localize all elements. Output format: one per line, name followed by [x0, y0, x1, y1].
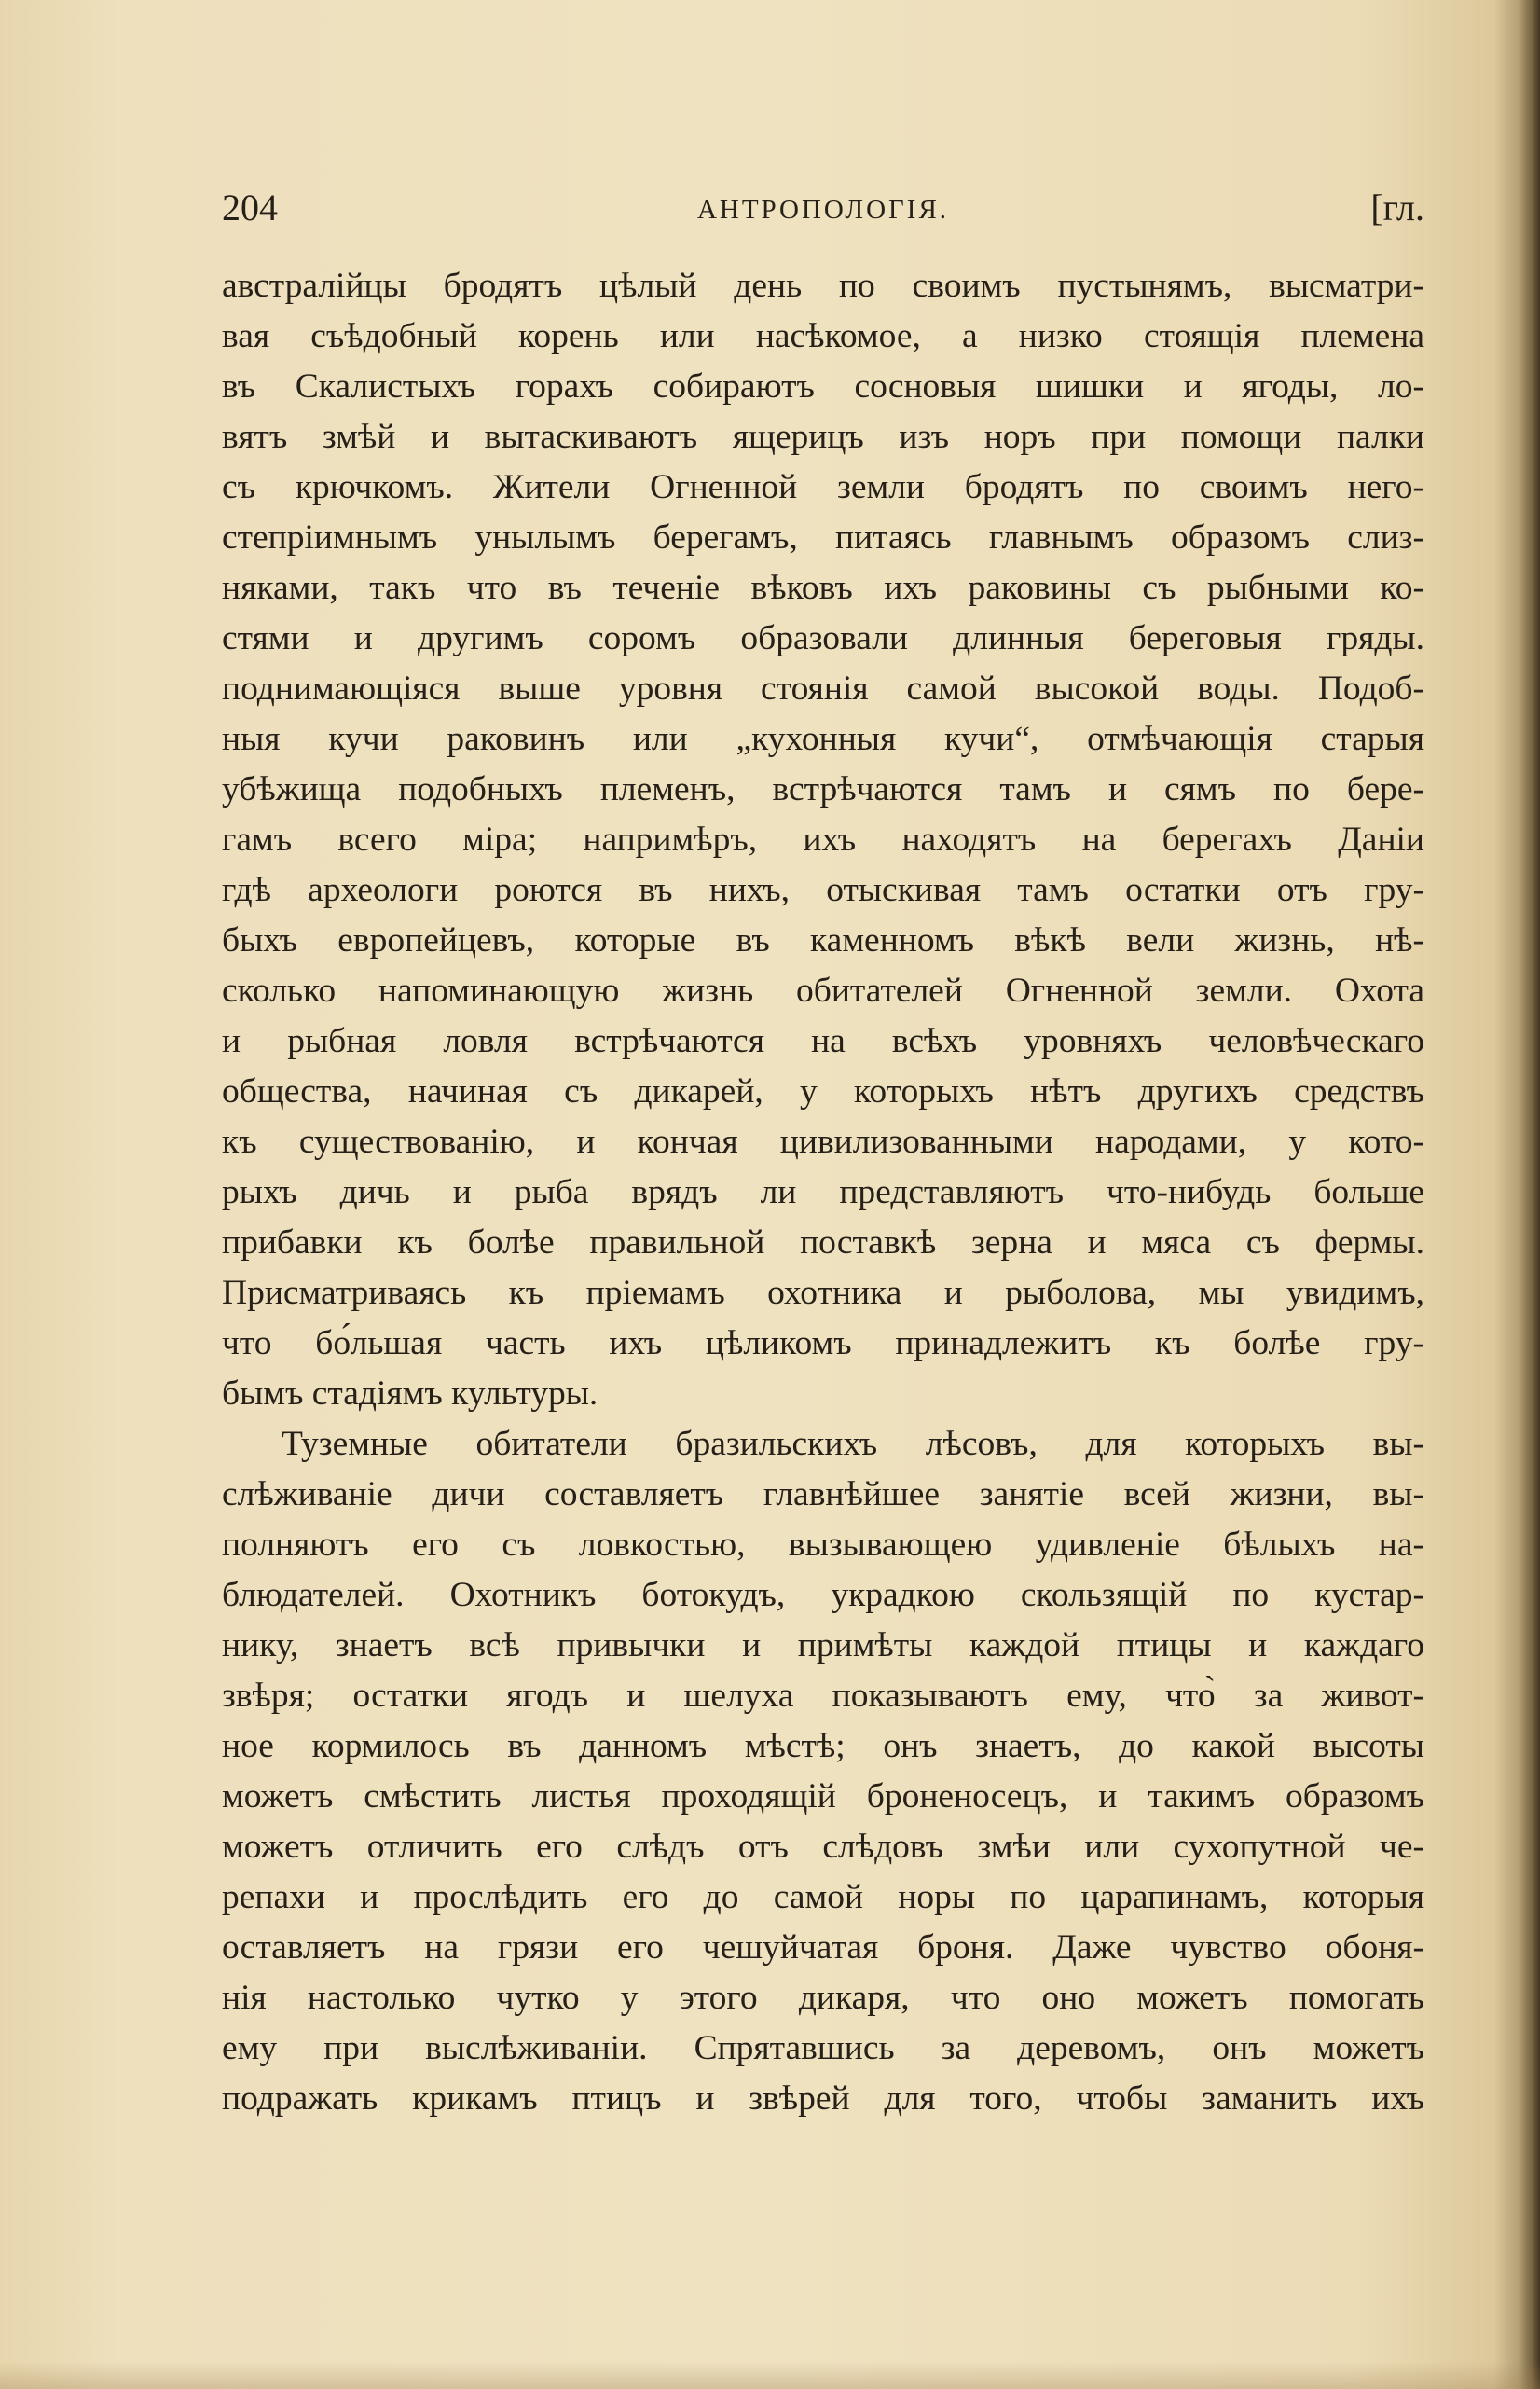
- running-head: [222, 183, 1424, 233]
- text-line: няками, такъ что въ теченіе вѣковъ ихъ раковины съ рыбными ко-: [222, 569, 1424, 607]
- page-number: 204: [222, 186, 278, 228]
- text-line: нику, знаетъ всѣ привычки и примѣты каждой птицы и каждаго: [222, 1626, 1424, 1664]
- text-line: Присматриваясь къ пріемамъ охотника и рыболова, мы увидимъ,: [222, 1274, 1424, 1312]
- text-line: къ существованію, и кончая цивилизованными народами, у кото-: [222, 1123, 1424, 1161]
- text-line: и рыбная ловля встрѣчаются на всѣхъ уровняхъ человѣческаго: [222, 1022, 1424, 1060]
- text-line: рыхъ дичь и рыба врядъ ли представляютъ что-нибудь больше: [222, 1173, 1424, 1211]
- running-title: АНТРОПОЛОГІЯ.: [696, 195, 950, 225]
- text-line: вятъ змѣй и вытаскиваютъ ящерицъ изъ норъ при помощи палки: [222, 418, 1424, 456]
- text-line: блюдателей. Охотникъ ботокудъ, украдкою скользящій по кустар-: [222, 1576, 1424, 1614]
- text-line: полняютъ его съ ловкостью, вызывающею удивленіе бѣлыхъ на-: [222, 1526, 1424, 1564]
- text-line: ныя кучи раковинъ или „кухонныя кучи“, отмѣчающія старыя: [222, 720, 1424, 758]
- text-line: ное кормилось въ данномъ мѣстѣ; онъ знаетъ, до какой высоты: [222, 1727, 1424, 1765]
- text-line: стями и другимъ соромъ образовали длинныя береговыя гряды.: [222, 619, 1424, 657]
- text-line: въ Скалистыхъ горахъ собираютъ сосновыя шишки и ягоды, ло-: [222, 367, 1424, 406]
- text-line: австралійцы бродятъ цѣлый день по своимъ пустынямъ, высматри-: [222, 267, 1424, 305]
- text-line: оставляетъ на грязи его чешуйчатая броня. Даже чувство обоня-: [222, 1928, 1424, 1967]
- text-line: поднимающіяся выше уровня стоянія самой высокой воды. Подоб-: [222, 670, 1424, 708]
- text-line: можетъ смѣстить листья проходящій броненосецъ, и такимъ образомъ: [222, 1777, 1424, 1816]
- text-line: что бо́льшая часть ихъ цѣликомъ принадлежитъ къ болѣе гру-: [222, 1324, 1424, 1362]
- text-line: сколько напоминающую жизнь обитателей Огненной земли. Охота: [222, 972, 1424, 1010]
- text-line: общества, начиная съ дикарей, у которыхъ нѣтъ другихъ средствъ: [222, 1072, 1424, 1111]
- text-line: репахи и прослѣдить его до самой норы по царапинамъ, которыя: [222, 1878, 1424, 1916]
- text-line: гдѣ археологи роются въ нихъ, отыскивая тамъ остатки отъ гру-: [222, 871, 1424, 909]
- text-line: съ крючкомъ. Жители Огненной земли бродятъ по своимъ него-: [222, 468, 1424, 506]
- paragraph-first-line: Туземные обитатели бразильскихъ лѣсовъ, для которыхъ вы-: [282, 1425, 1424, 1463]
- text-line: подражать крикамъ птицъ и звѣрей для того, чтобы заманить ихъ: [222, 2079, 1424, 2118]
- chapter-reference: [гл.: [1370, 186, 1424, 228]
- page-bottom-edge: [0, 2361, 1540, 2389]
- text-line: гамъ всего міра; напримѣръ, ихъ находятъ на берегахъ Даніи: [222, 821, 1424, 859]
- text-line: можетъ отличить его слѣдъ отъ слѣдовъ змѣи или сухопутной че-: [222, 1828, 1424, 1866]
- text-line: степріимнымъ унылымъ берегамъ, питаясь главнымъ образомъ слиз-: [222, 518, 1424, 557]
- text-line: прибавки къ болѣе правильной поставкѣ зерна и мяса съ фермы.: [222, 1223, 1424, 1262]
- body-text: [222, 261, 1424, 2124]
- page-edge-shadow: [1519, 0, 1540, 2389]
- text-line: вая съѣдобный корень или насѣкомое, а низко стоящія племена: [222, 317, 1424, 355]
- text-line: быхъ европейцевъ, которые въ каменномъ вѣкѣ вели жизнь, нѣ-: [222, 921, 1424, 960]
- text-line: слѣживаніе дичи составляетъ главнѣйшее занятіе всей жизни, вы-: [222, 1475, 1424, 1513]
- text-line: звѣря; остатки ягодъ и шелуха показываютъ ему, что̀ за живот-: [222, 1677, 1424, 1715]
- text-line: ему при выслѣживаніи. Спрятавшись за деревомъ, онъ можетъ: [222, 2029, 1424, 2067]
- text-line: убѣжища подобныхъ племенъ, встрѣчаются тамъ и сямъ по бере-: [222, 770, 1424, 808]
- text-line: нія настолько чутко у этого дикаря, что оно можетъ помогать: [222, 1979, 1424, 2017]
- paragraph-last-line: бымъ стадіямъ культуры.: [222, 1374, 598, 1413]
